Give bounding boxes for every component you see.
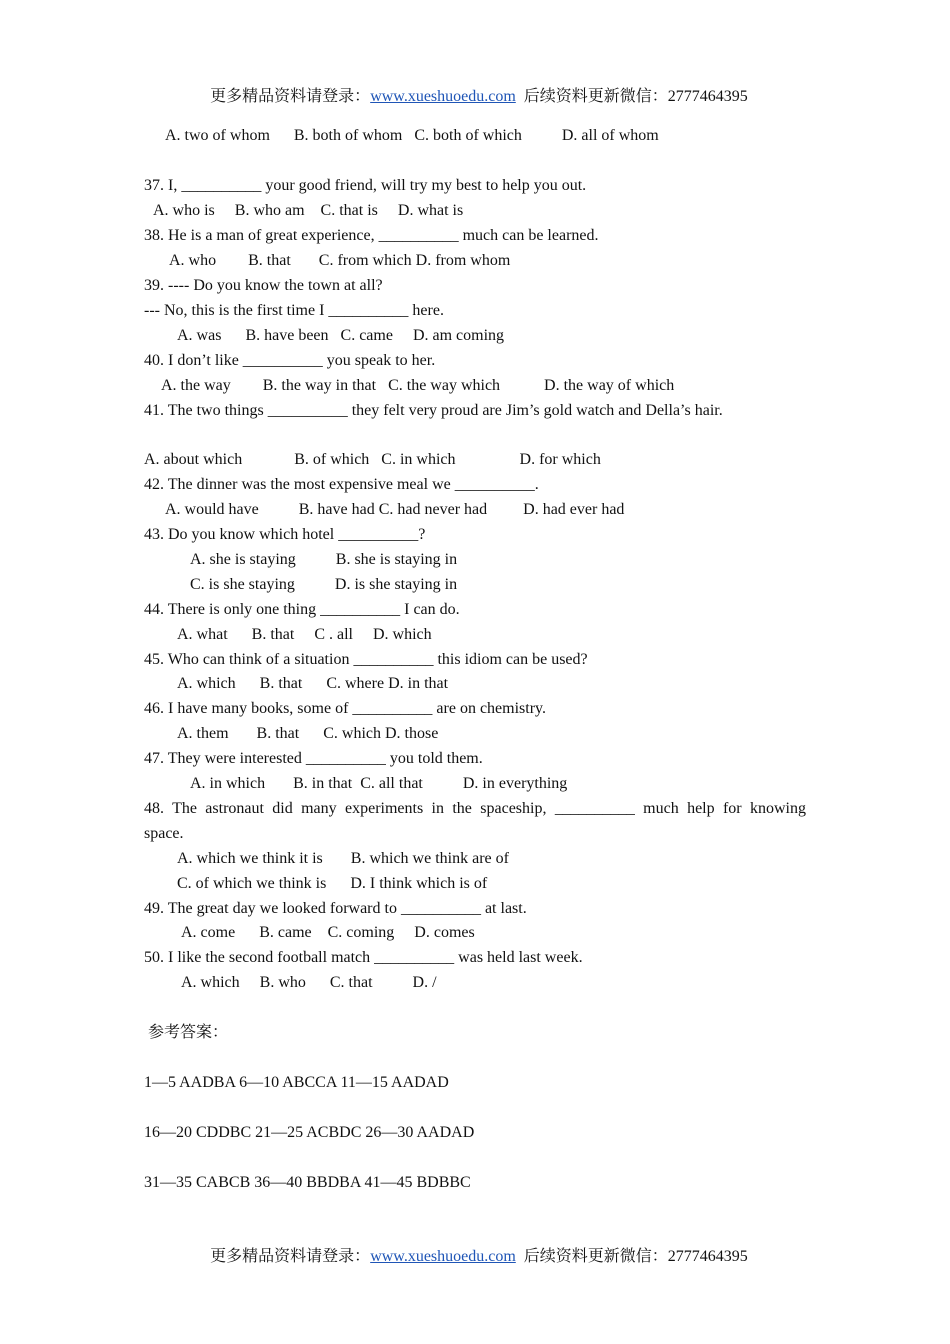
options-48-row1: A. which we think it is B. which we think are of [177, 850, 509, 867]
answers-row-2: 16—20 CDDBC 21—25 ACBDC 26—30 AADAD [144, 1124, 475, 1141]
question-49: 49. The great day we looked forward to __________ at last. [144, 900, 527, 917]
question-42: 42. The dinner was the most expensive meal we __________. [144, 476, 539, 493]
options-40: A. the way B. the way in that C. the way which D. the way of which [161, 377, 675, 394]
options-37: A. who is B. who am C. that is D. what is [153, 202, 464, 219]
options-38: A. who B. that C. from which D. from whom [169, 252, 511, 269]
options-48-row2: C. of which we think is D. I think which is of [177, 875, 488, 892]
header-prefix: 更多精品资料请登录： [210, 88, 371, 105]
answers-title: 参考答案： [148, 1024, 229, 1041]
page-footer [0, 1227, 950, 1267]
options-47: A. in which B. in that C. all that D. in everything [190, 775, 568, 792]
question-39-line2: --- No, this is the first time I __________ here. [144, 302, 444, 319]
question-47: 47. They were interested __________ you told them. [144, 750, 483, 767]
site-link[interactable]: www.xueshuoedu.com [370, 88, 516, 105]
question-48-line2: space. [144, 825, 184, 842]
question-43: 43. Do you know which hotel __________? [144, 526, 426, 543]
header-suffix: 后续资料更新微信：2777464395 [515, 88, 748, 105]
options-41: A. about which B. of which C. in which D. for which [144, 451, 601, 468]
options-43-row1: A. she is staying B. she is staying in [190, 551, 458, 568]
footer-prefix: 更多精品资料请登录： [210, 1248, 371, 1265]
question-40: 40. I don’t like __________ you speak to her. [144, 352, 436, 369]
question-44: 44. There is only one thing __________ I can do. [144, 601, 460, 618]
options-45: A. which B. that C. where D. in that [177, 675, 449, 692]
options-50: A. which B. who C. that D. / [181, 974, 437, 991]
footer-suffix: 后续资料更新微信：2777464395 [515, 1248, 748, 1265]
question-48-line1: 48. The astronaut did many experiments in the spaceship, __________ much help for knowing [144, 800, 806, 817]
question-46: 46. I have many books, some of __________ are on chemistry. [144, 700, 546, 717]
question-50: 50. I like the second football match __________ was held last week. [144, 949, 583, 966]
question-45: 45. Who can think of a situation __________ this idiom can be used? [144, 651, 588, 668]
options-42: A. would have B. have had C. had never had D. had ever had [165, 501, 625, 518]
options-43-row2: C. is she staying D. is she staying in [190, 576, 458, 593]
answers-row-1: 1—5 AADBA 6—10 ABCCA 11—15 AADAD [144, 1074, 449, 1091]
question-37: 37. I, __________ your good friend, will try my best to help you out. [144, 177, 587, 194]
question-39-line1: 39. ---- Do you know the town at all? [144, 277, 383, 294]
options-39: A. was B. have been C. came D. am coming [177, 327, 505, 344]
options-44: A. what B. that C . all D. which [177, 626, 432, 643]
options-36: A. two of whom B. both of whom C. both of which D. all of whom [165, 127, 659, 144]
question-38: 38. He is a man of great experience, __________ much can be learned. [144, 227, 599, 244]
footer-site-link[interactable]: www.xueshuoedu.com [370, 1248, 516, 1265]
question-41: 41. The two things __________ they felt very proud are Jim’s gold watch and Della’s hair. [144, 402, 723, 419]
options-49: A. come B. came C. coming D. comes [181, 924, 475, 941]
options-46: A. them B. that C. which D. those [177, 725, 439, 742]
page-header [0, 67, 950, 107]
answers-row-3: 31—35 CABCB 36—40 BBDBA 41—45 BDBBC [144, 1174, 471, 1191]
